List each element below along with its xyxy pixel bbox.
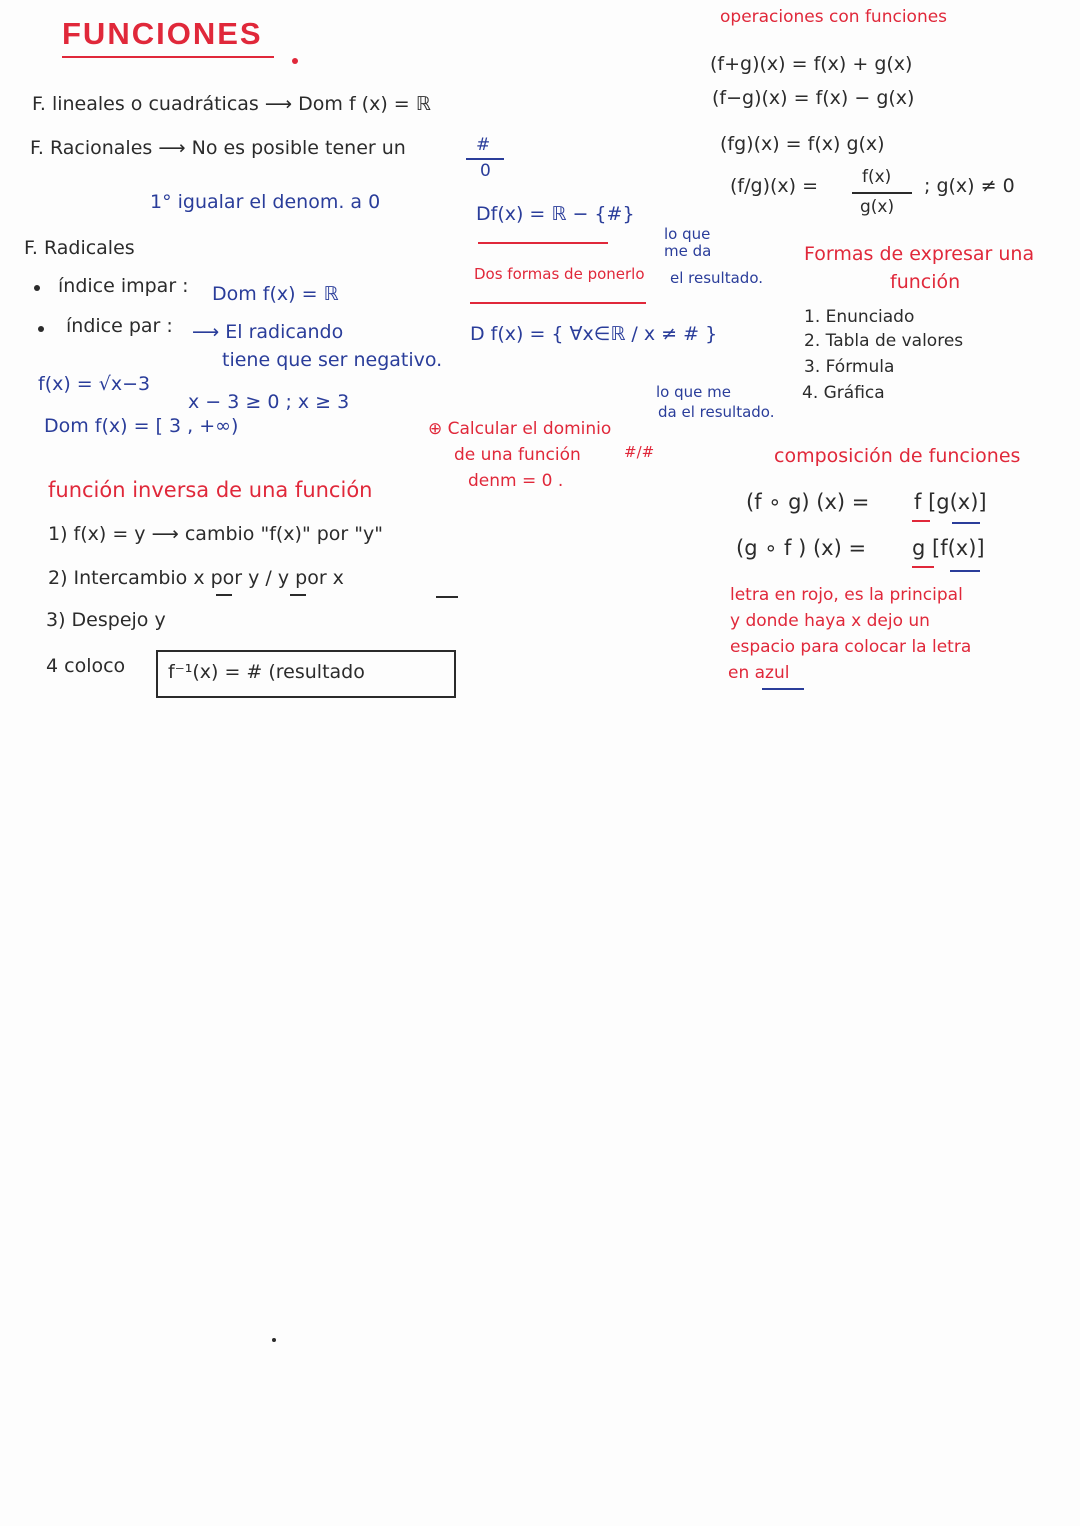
resultado-box-text: f⁻¹(x) = # (resultado	[168, 661, 365, 683]
composicion-gf-right: g [f(x)]	[912, 536, 985, 560]
composicion-title: composición de funciones	[774, 445, 1021, 467]
el-resultado: el resultado.	[670, 269, 763, 287]
dominio-conjunto: D f(x) = { ∀x∈ℝ / x ≠ # }	[470, 323, 718, 345]
nota-3: espacio para colocar la letra	[730, 637, 972, 657]
bullet	[34, 285, 40, 291]
inversa-title: función inversa de una función	[48, 478, 373, 502]
cociente-line	[852, 192, 912, 194]
calcular-dominio-3: denm = 0 .	[468, 471, 564, 491]
composicion-fg-right: f [g(x)]	[914, 490, 987, 514]
inversa-paso-3: 3) Despejo y	[46, 609, 166, 631]
inversa-paso-4-label: 4 coloco	[46, 655, 126, 677]
igualar-denominador: 1° igualar el denom. a 0	[150, 191, 381, 213]
calcular-dominio-1: ⊕ Calcular el dominio	[428, 419, 612, 439]
title-dot	[292, 58, 298, 64]
forma-4: 4. Gráfica	[802, 383, 885, 403]
composicion-gf-left: (g ∘ f ) (x) =	[736, 536, 867, 560]
formas-title-2: función	[890, 271, 961, 293]
composicion-fg-left: (f ∘ g) (x) =	[746, 490, 870, 514]
indice-par-value-1: ⟶ El radicando	[192, 321, 344, 343]
lo-que-me: lo que me	[656, 383, 731, 401]
forma-2: 2. Tabla de valores	[804, 331, 964, 351]
da-el-resultado: da el resultado.	[658, 403, 775, 421]
page-title: FUNCIONES	[62, 16, 263, 51]
underline-x2	[436, 596, 458, 598]
frac-line	[466, 158, 504, 160]
dominio-racional-expr: Df(x) = ℝ − {#}	[476, 203, 635, 225]
operacion-producto: (fg)(x) = f(x) g(x)	[720, 133, 885, 155]
formas-title-1: Formas de expresar una	[804, 243, 1035, 265]
operaciones-title: operaciones con funciones	[720, 7, 948, 27]
indice-impar-label: índice impar :	[58, 275, 189, 297]
dos-formas: Dos formas de ponerlo	[474, 265, 645, 283]
indice-impar-value: Dom f(x) = ℝ	[212, 283, 339, 305]
funciones-lineales: F. lineales o cuadráticas ⟶ Dom f (x) = ℝ	[32, 93, 431, 115]
dos-formas-underline	[470, 302, 646, 304]
underline-blue-f	[950, 570, 980, 572]
underline-y	[290, 594, 306, 596]
underline-blue-g	[952, 522, 980, 524]
nota-1: letra en rojo, es la principal	[730, 585, 963, 605]
calcular-dominio-2: de una función	[454, 445, 581, 465]
funciones-racionales: F. Racionales ⟶ No es posible tener un	[30, 137, 406, 159]
operacion-resta: (f−g)(x) = f(x) − g(x)	[712, 87, 915, 109]
dominio-resultado: Dom f(x) = [ 3 , +∞)	[44, 415, 239, 437]
frac-bottom: 0	[480, 161, 491, 181]
calcular-frac: #/#	[624, 443, 655, 461]
operacion-cociente: (f/g)(x) =	[730, 175, 819, 197]
title-underline	[62, 56, 274, 58]
cociente-den: g(x)	[860, 197, 895, 217]
cociente-cond: ; g(x) ≠ 0	[924, 175, 1015, 197]
expr-underline	[478, 242, 608, 244]
stray-dot	[272, 1338, 276, 1342]
underline-red-g	[912, 566, 934, 568]
lo-que-me-da: lo que me da	[664, 225, 712, 261]
forma-1: 1. Enunciado	[804, 307, 915, 327]
ejemplo-condicion: x − 3 ≥ 0 ; x ≥ 3	[188, 391, 350, 413]
nota-4: en azul	[728, 663, 790, 683]
indice-par-label: índice par :	[66, 315, 173, 337]
cociente-num: f(x)	[862, 167, 892, 187]
indice-par-value-2: tiene que ser negativo.	[222, 349, 443, 371]
frac-top: #	[476, 135, 491, 155]
inversa-paso-2: 2) Intercambio x por y / y por x	[48, 567, 344, 589]
underline-azul	[762, 688, 804, 690]
nota-2: y donde haya x dejo un	[730, 611, 930, 631]
funciones-radicales: F. Radicales	[24, 237, 135, 259]
bullet	[38, 326, 44, 332]
forma-3: 3. Fórmula	[804, 357, 895, 377]
inversa-paso-1: 1) f(x) = y ⟶ cambio "f(x)" por "y"	[48, 523, 383, 545]
underline-red-f	[912, 520, 930, 522]
underline-x	[216, 594, 232, 596]
operacion-suma: (f+g)(x) = f(x) + g(x)	[710, 53, 913, 75]
ejemplo-funcion: f(x) = √x−3	[38, 373, 151, 395]
